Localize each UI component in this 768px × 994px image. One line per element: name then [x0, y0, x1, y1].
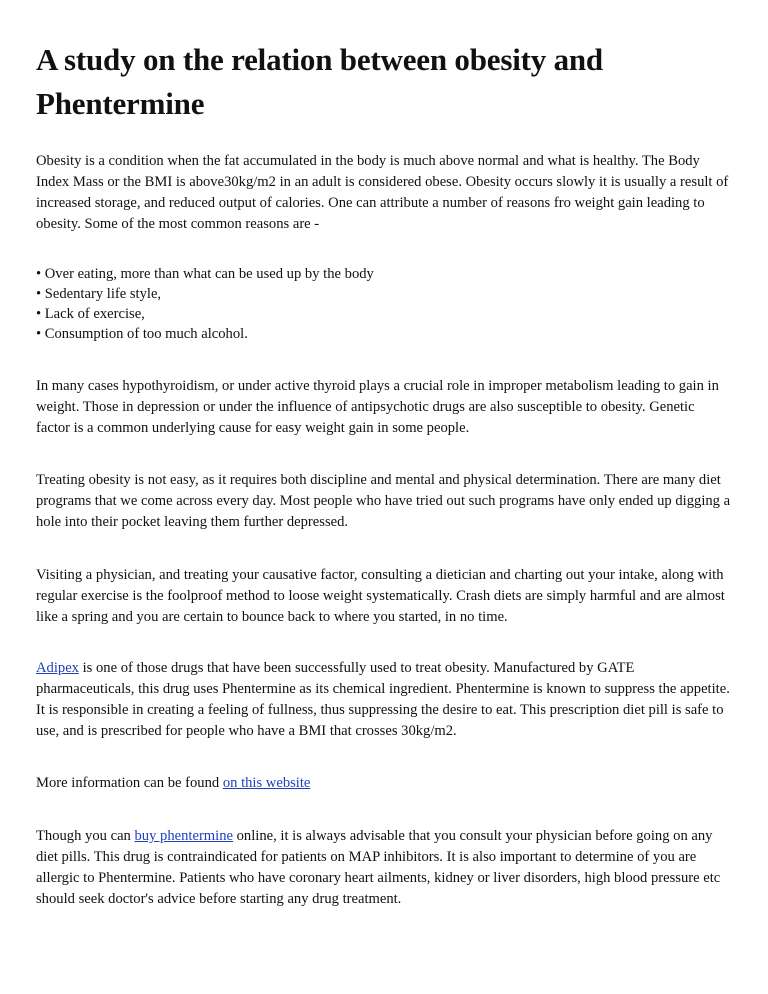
buy-pre-text: Though you can [36, 828, 135, 844]
paragraph-obesity-definition: Obesity is a condition when the fat accumulated in the body is much above normal and what is healthy. The Body Index Mass or the BMI is above30kg/m2 in an adult is considered obese. Obesity occurs slowly it is usually a result of increased storage, and reduced output of calories. One can attribute a number of reasons fro weight gain leading to obesity. Some of the most common reasons are - [36, 153, 729, 232]
buy-post-text: online, it is always advisable that you consult your physician before going on any diet pills. This drug is contraindicated for patients on MAP inhibitors. It is also important to determine of you are allergic to Phentermine. Patients who have coronary heart ailments, kidney or liver disorders, high blood pressure etc should seek doctor's advice before starting any drug treatment. [36, 828, 721, 907]
paragraph-physician: Visiting a physician, and treating your causative factor, consulting a dietician and charting out your intake, along with regular exercise is the foolproof method to loose weight systematically. Crash diets are simply harmful and are almost like a spring and you are certain to bounce back to where you started, in no time. [36, 567, 725, 625]
list-item: • Lack of exercise, [36, 306, 145, 322]
adipex-link[interactable]: Adipex [36, 660, 79, 676]
paragraph-hypothyroidism: In many cases hypothyroidism, or under active thyroid plays a crucial role in improper metabolism leading to gain in weight. Those in depression or under the influence of antipsychotic drugs are also susceptible to obesity. Genetic factor is a common underlying cause for easy weight gain in some people. [36, 378, 719, 436]
website-link[interactable]: on this website [222, 775, 311, 791]
paragraph-treating-obesity: Treating obesity is not easy, as it requires both discipline and mental and physical determination. There are many diet programs that we come across every day. Most people who have tried out such programs have only ended up digging a hole into their pocket leaving them further depressed. [36, 472, 731, 530]
buy-phentermine-link[interactable]: buy phentermine [134, 828, 233, 844]
list-item: • Over eating, more than what can be used up by the body [36, 266, 374, 282]
paragraph-buy-phentermine [36, 826, 732, 910]
paragraph-adipex-text: is one of those drugs that have been successfully used to treat obesity. Manufactured by GATE pharmaceuticals, this drug uses Phentermine as its chemical ingredient. Phentermine is known to suppress the appetite. It is responsible in creating a feeling of fullness, thus suppressing the desire to eat. This prescription diet pill is safe to use, and is prescribed for people who have a BMI that crosses 30kg/m2. [36, 660, 730, 739]
list-item: • Consumption of too much alcohol. [36, 326, 248, 342]
list-item: • Sedentary life style, [36, 286, 162, 302]
paragraph-more-info [36, 773, 732, 794]
paragraph-adipex [36, 658, 732, 742]
document-title: A study on the relation between obesity and Phentermine [36, 42, 603, 121]
reasons-list [36, 264, 732, 344]
more-info-text: More information can be found [36, 775, 223, 791]
